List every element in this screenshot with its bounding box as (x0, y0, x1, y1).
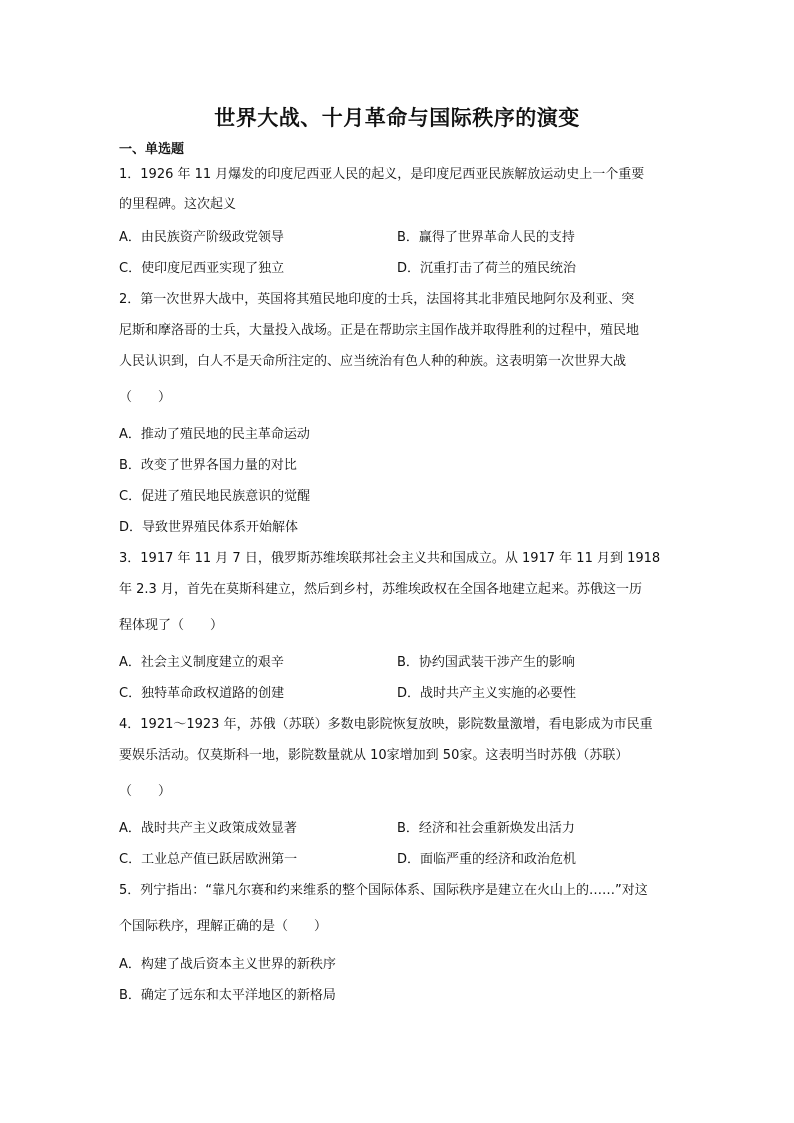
question-4-option-c[interactable]: C．工业总产值已跃居欧洲第一 (119, 852, 298, 867)
question-3-line-1: 3．1917 年 11 月 7 日，俄罗斯苏维埃联邦社会主义共和国成立。从 1917 年 11 月到 1918 (119, 551, 661, 566)
section-heading: 一、单选题 (119, 142, 185, 157)
question-3-option-b[interactable]: B．协约国武装干涉产生的影响 (397, 655, 575, 670)
question-3-line-2: 年 2.3 月，首先在莫斯科建立，然后到乡村，苏维埃政权在全国各地建立起来。苏俄这一历 (119, 582, 642, 597)
question-5-line-1: 5．列宁指出：“靠凡尔赛和约来维系的整个国际体系、国际秩序是建立在火山上的……”对这 (119, 883, 648, 898)
question-2-option-c[interactable]: C．促进了殖民地民族意识的觉醒 (119, 489, 311, 504)
question-5-line-2: 个国际秩序，理解正确的是（ ） (119, 919, 328, 934)
question-2-option-d[interactable]: D．导致世界殖民体系开始解体 (119, 520, 299, 535)
question-5-option-b[interactable]: B．确定了远东和太平洋地区的新格局 (119, 988, 336, 1003)
question-1-option-a[interactable]: A．由民族资产阶级政党领导 (119, 230, 284, 245)
question-2-option-b[interactable]: B．改变了世界各国力量的对比 (119, 458, 297, 473)
question-5-option-a[interactable]: A．构建了战后资本主义世界的新秩序 (119, 957, 336, 972)
question-2-line-2: 尼斯和摩洛哥的士兵，大量投入战场。正是在帮助宗主国作战并取得胜利的过程中，殖民地 (119, 323, 640, 338)
page-title: 世界大战、十月革命与国际秩序的演变 (214, 105, 580, 130)
question-2-line-1: 2．第一次世界大战中，英国将其殖民地印度的士兵，法国将其北非殖民地阿尔及利亚、突 (119, 292, 635, 307)
question-1-line-2: 的里程碑。这次起义 (119, 197, 237, 212)
question-4-answer-blank: （ ） (119, 784, 172, 799)
question-4-line-2: 要娱乐活动。仅莫斯科一地，影院数量就从 10家增加到 50家。这表明当时苏俄（苏联） (119, 748, 629, 763)
question-1-option-d[interactable]: D．沉重打击了荷兰的殖民统治 (397, 261, 577, 276)
question-4-option-d[interactable]: D．面临严重的经济和政治危机 (397, 852, 577, 867)
question-3-option-a[interactable]: A．社会主义制度建立的艰辛 (119, 655, 284, 670)
question-4-option-a[interactable]: A．战时共产主义政策成效显著 (119, 821, 297, 836)
question-1-option-b[interactable]: B．赢得了世界革命人民的支持 (397, 230, 575, 245)
question-1-option-c[interactable]: C．使印度尼西亚实现了独立 (119, 261, 285, 276)
question-2-option-a[interactable]: A．推动了殖民地的民主革命运动 (119, 427, 310, 442)
question-3-option-d[interactable]: D．战时共产主义实施的必要性 (397, 686, 577, 701)
question-4-option-b[interactable]: B．经济和社会重新焕发出活力 (397, 821, 575, 836)
question-1-line-1: 1．1926 年 11 月爆发的印度尼西亚人民的起义，是印度尼西亚民族解放运动史上一个重要 (119, 167, 645, 182)
question-3-option-c[interactable]: C．独特革命政权道路的创建 (119, 686, 285, 701)
question-2-answer-blank: （ ） (119, 390, 172, 405)
question-4-line-1: 4．1921～1923 年，苏俄（苏联）多数电影院恢复放映，影院数量激增，看电影成为市民重 (119, 717, 653, 732)
question-2-line-3: 人民认识到，白人不是天命所注定的、应当统治有色人种的种族。这表明第一次世界大战 (119, 354, 627, 369)
question-3-line-3: 程体现了（ ） (119, 618, 224, 633)
